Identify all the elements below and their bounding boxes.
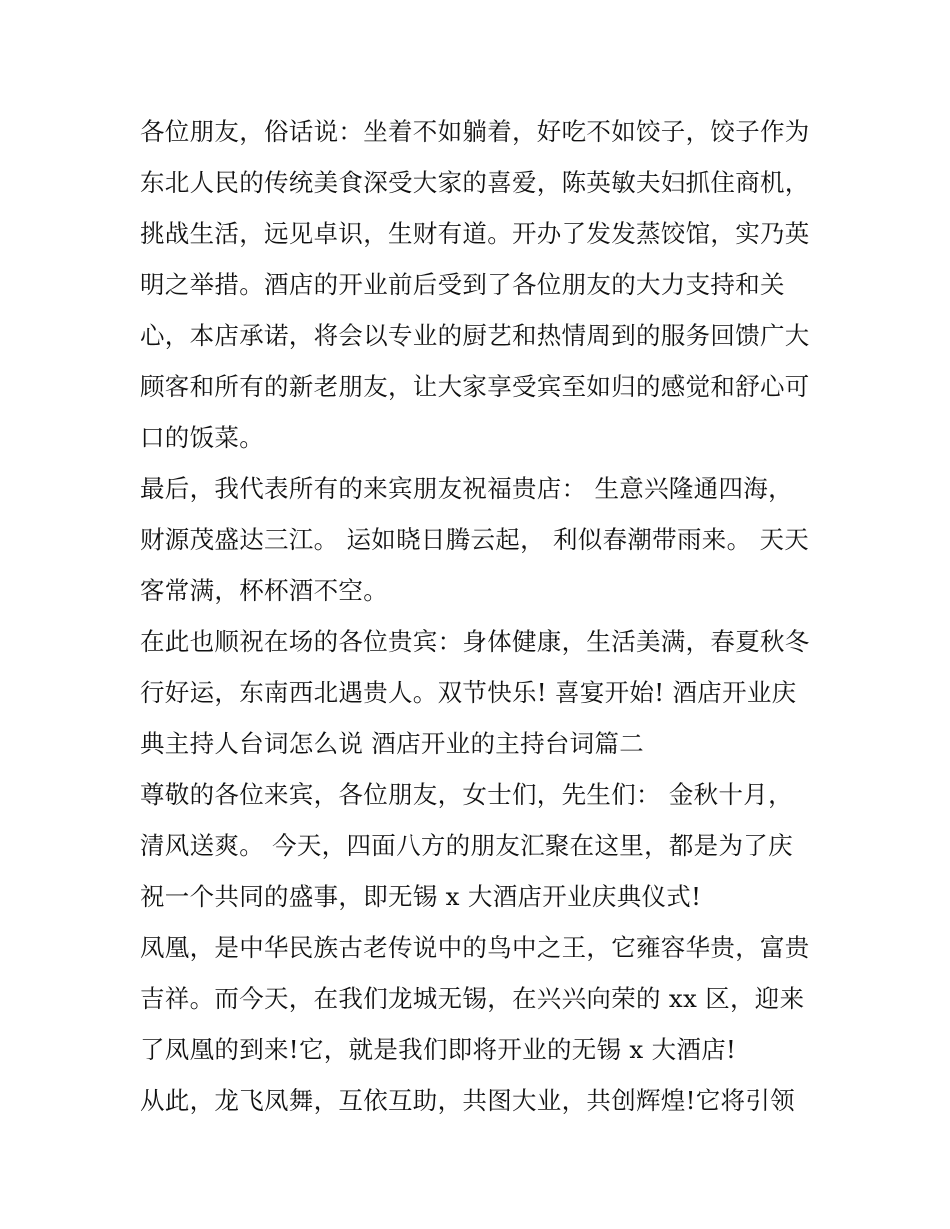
text-line: 尊敬的各位来宾，各位朋友，女士们，先生们： 金秋十月，: [140, 780, 793, 809]
document-body: [140, 106, 820, 1126]
text-line: 顾客和所有的新老朋友，让大家享受宾至如归的感觉和舒心可: [140, 372, 810, 401]
text-line: 从此，龙飞凤舞，互依互助，共图大业，共创辉煌!它将引领: [140, 1086, 795, 1115]
text-line: 祝一个共同的盛事，即无锡 x 大酒店开业庆典仪式!: [140, 882, 702, 911]
text-line: 心，本店承诺，将会以专业的厨艺和热情周到的服务回馈广大: [140, 321, 810, 350]
text-line: 口的饭菜。: [140, 423, 264, 452]
text-line: 清风送爽。 今天，四面八方的朋友汇聚在这里，都是为了庆: [140, 831, 793, 860]
text-line: 客常满，杯杯酒不空。: [140, 576, 388, 605]
text-line: 明之举措。酒店的开业前后受到了各位朋友的大力支持和关: [140, 270, 785, 299]
text-line: 吉祥。而今天，在我们龙城无锡，在兴兴向荣的 xx 区，迎来: [140, 984, 805, 1013]
text-line: 财源茂盛达三江。 运如晓日腾云起， 利似春潮带雨来。 天天: [140, 525, 810, 554]
text-line: 典主持人台词怎么说 酒店开业的主持台词篇二: [140, 729, 645, 758]
text-line: 了凤凰的到来!它，就是我们即将开业的无锡 x 大酒店!: [140, 1035, 737, 1064]
text-line: 挑战生活，远见卓识，生财有道。开办了发发蒸饺馆，实乃英: [140, 219, 810, 248]
text-line: 行好运，东南西北遇贵人。双节快乐! 喜宴开始! 酒店开业庆: [140, 678, 797, 707]
text-line: 东北人民的传统美食深受大家的喜爱，陈英敏夫妇抓住商机，: [140, 168, 810, 197]
text-line: 在此也顺祝在场的各位贵宾：身体健康，生活美满，春夏秋冬: [140, 627, 810, 656]
text-line: 各位朋友，俗话说：坐着不如躺着，好吃不如饺子，饺子作为: [140, 117, 810, 146]
text-line: 最后，我代表所有的来宾朋友祝福贵店： 生意兴隆通四海，: [140, 474, 793, 503]
text-line: 凤凰，是中华民族古老传说中的鸟中之王，它雍容华贵，富贵: [140, 933, 810, 962]
